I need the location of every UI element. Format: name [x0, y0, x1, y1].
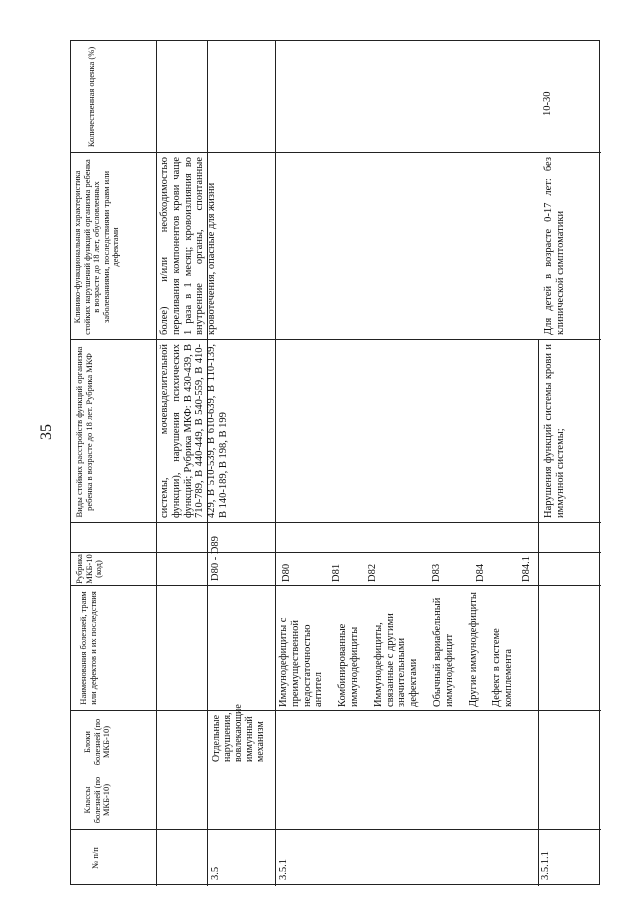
disease-name: Иммунодефициты, связанные с другими значительными дефектами	[372, 613, 420, 707]
icd-code: D81	[331, 563, 342, 582]
header-characteristics: Клинико-функциональная характеристика стойких нарушений функций организма ребенка в возрасте до 18 лет, обусловленных заболеваниями, последствиями травм или дефектами	[72, 159, 121, 335]
disease-name: Комбинированные иммунодефициты	[337, 623, 360, 707]
block-name: Отдельные нарушения, вовлекающие иммунный механизм	[211, 704, 266, 762]
header-types: Виды стойких расстройств функций организма ребенка в возрасте до 18 лет. Рубрика МКФ	[74, 346, 94, 518]
disease-name: Дефект в системе комплемента	[491, 628, 515, 707]
header-names: Наименования болезней, травм или дефектов и их последствия	[78, 591, 98, 705]
icd-code: D80	[281, 563, 292, 582]
icd-code: D82	[367, 563, 378, 582]
rotated-table	[71, 41, 601, 886]
row-number: 3.5.1.1	[540, 851, 551, 880]
header-codes: Рубрика МКБ-10 (код)	[74, 554, 104, 584]
disease-name: Другие иммунодефициты	[467, 592, 479, 707]
header-score: Количественная оценка (%)	[86, 46, 96, 148]
characteristics-text: Для детей в возрасте 0-17 лет: без клинической симптоматики	[543, 157, 566, 335]
continued-characteristics-text: более) и/или необходимостью переливания компонентов крови чаще 1 раза в 1 месяц; кровоизлияния во внутренние органы, спонтанные кровотечения, опасные для жизни	[159, 157, 218, 335]
table-sheet	[70, 40, 600, 885]
disease-name: Иммунодефициты с преимущественной недостаточностью антител	[278, 617, 325, 707]
header-blocks: Блоки болезней (по МКБ-10)	[82, 718, 112, 766]
disease-names-list	[278, 589, 536, 707]
icd-code: D83	[431, 563, 442, 582]
icd-code: D84.1	[521, 556, 532, 582]
types-text: Нарушения функций системы крови и иммунной системы;	[543, 344, 566, 518]
row-number: 3.5	[210, 866, 221, 880]
disease-name: Обычный вариабельный иммунодефицит	[431, 597, 455, 707]
header-classes: Классы болезней (по МКБ-10)	[82, 776, 112, 824]
page-number: 35	[38, 424, 55, 440]
header-num: № п/п	[90, 847, 100, 869]
quantitative-score: 10-30	[542, 91, 553, 116]
icd-code: D80 - D89	[210, 536, 221, 581]
icd-code: D84	[475, 563, 486, 582]
continued-types-text: системы, мочевыделительной функции), нарушения психических функций; Рубрика МКФ: B 430-439, B 710-789, B 440-449, B 540-559, B 410-429, B 510-539, B 610-639, B 110-139, B 140-189, B 198, B 199	[159, 344, 229, 518]
row-number: 3.5.1	[278, 859, 289, 880]
